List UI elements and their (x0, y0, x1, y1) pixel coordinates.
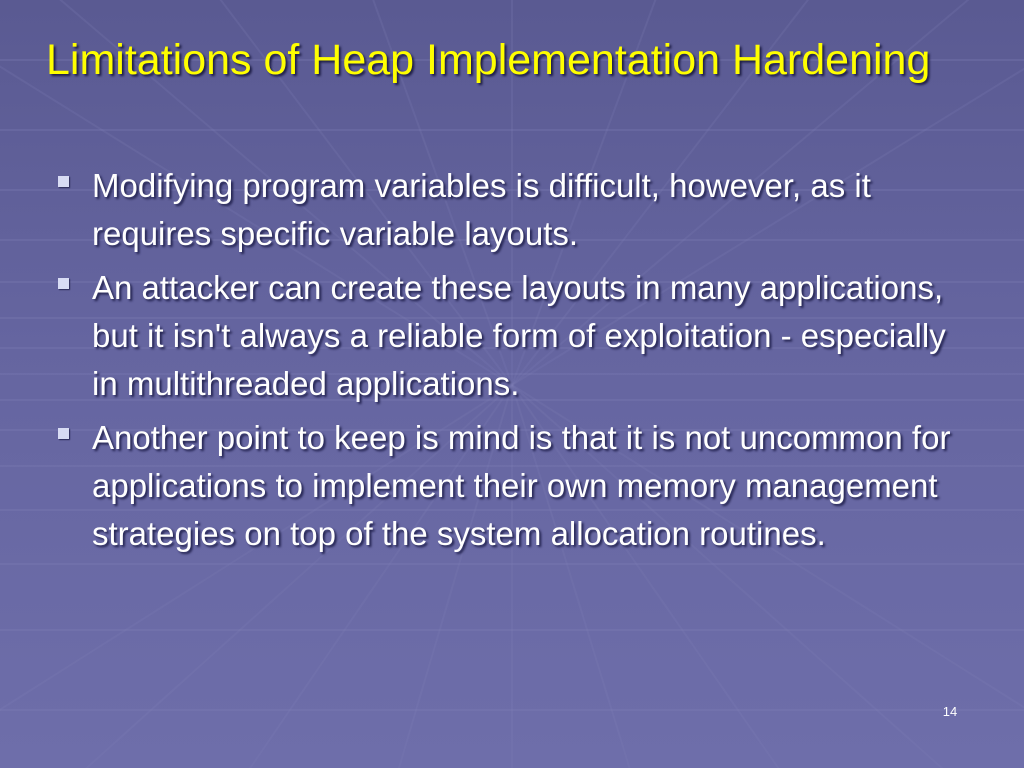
slide-title: Limitations of Heap Implementation Hardening (46, 36, 931, 84)
bullet-item (54, 414, 974, 558)
bullet-text: Modifying program variables is difficult, however, as it requires specific variable layouts. (92, 167, 871, 252)
slide-number: 14 (942, 704, 958, 719)
bullet-text: Another point to keep is mind is that it is not uncommon for applications to implement their own memory management strategies on top of the system allocation routines. (92, 419, 951, 552)
bullet-text: An attacker can create these layouts in many applications, but it isn't always a reliable form of exploitation - especially in multithreaded applications. (92, 269, 946, 402)
bullet-item (54, 264, 974, 408)
square-bullet-icon (58, 428, 69, 439)
square-bullet-icon (58, 176, 69, 187)
bullet-list (54, 162, 974, 564)
square-bullet-icon (58, 278, 69, 289)
bullet-item (54, 162, 974, 258)
